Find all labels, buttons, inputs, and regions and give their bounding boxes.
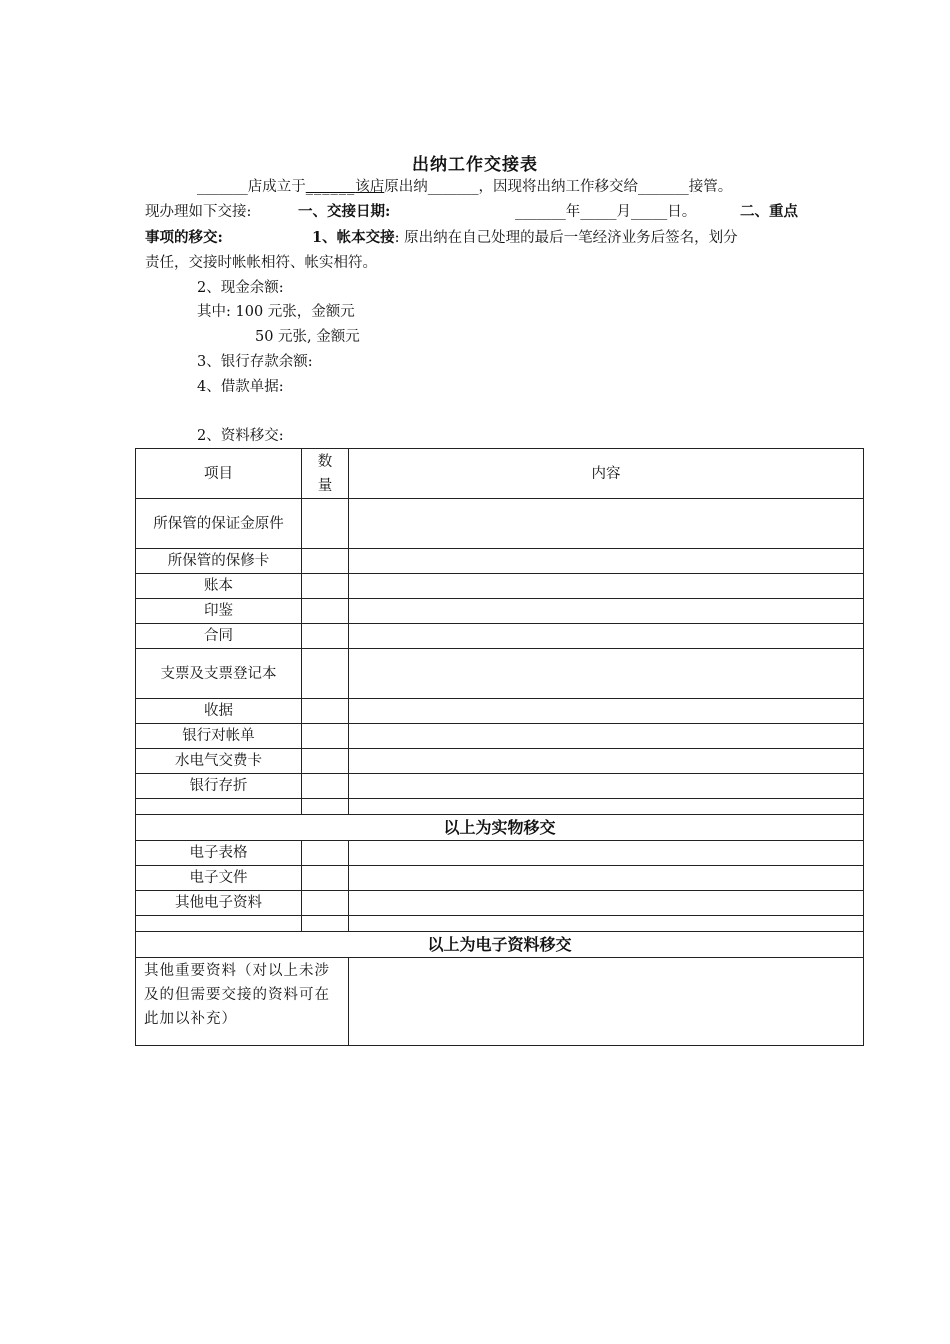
blank-year: _______	[515, 204, 566, 220]
store-established: 店成立于	[247, 179, 306, 195]
other-materials-row	[136, 958, 864, 1046]
physical-content-cell[interactable]	[349, 724, 864, 749]
physical-item-label: 支票及支票登记本	[136, 649, 302, 699]
electronic-section-label-row	[136, 932, 864, 958]
physical-quantity-cell[interactable]	[302, 624, 349, 649]
physical-content-cell[interactable]	[349, 499, 864, 549]
physical-item-label: 所保管的保修卡	[136, 549, 302, 574]
document-title: 出纳工作交接表	[412, 155, 538, 175]
physical-quantity-cell[interactable]	[302, 774, 349, 799]
physical-item-label: 银行对帐单	[136, 724, 302, 749]
other-materials-label: 其他重要资料（对以上未涉及的但需要交接的资料可在此加以补充）	[136, 958, 349, 1046]
materials-heading: 2、资料移交:	[197, 428, 284, 444]
header-content: 内容	[349, 449, 864, 499]
physical-item-label: 收据	[136, 699, 302, 724]
electronic-item-label	[136, 916, 302, 932]
physical-item-label: 银行存折	[136, 774, 302, 799]
physical-content-cell[interactable]	[349, 799, 864, 815]
electronic-row	[136, 916, 864, 932]
year-label: 年	[565, 204, 581, 220]
physical-content-cell[interactable]	[349, 774, 864, 799]
physical-item-label: 水电气交费卡	[136, 749, 302, 774]
header-item: 项目	[136, 449, 302, 499]
item-1-line	[312, 228, 738, 248]
blank-receiver: _______	[638, 179, 689, 195]
electronic-quantity-cell[interactable]	[302, 891, 349, 916]
physical-content-cell[interactable]	[349, 624, 864, 649]
electronic-quantity-cell[interactable]	[302, 916, 349, 932]
item-1-label: 1、帐本交接	[312, 229, 395, 246]
intro-line-1	[197, 177, 732, 197]
table-header-row	[136, 449, 864, 499]
section-2-label-a: 二、重点	[740, 203, 798, 220]
blank-name: _______	[427, 179, 479, 195]
other-materials-content[interactable]	[349, 958, 864, 1046]
electronic-quantity-cell[interactable]	[302, 866, 349, 891]
blank-store: _______	[197, 179, 248, 195]
electronic-content-cell[interactable]	[349, 916, 864, 932]
physical-content-cell[interactable]	[349, 749, 864, 774]
item-3: 3、银行存款余额:	[197, 354, 313, 370]
month-label: 月	[616, 204, 631, 220]
day-label: 日。	[667, 204, 697, 220]
electronic-section-label: 以上为电子资料移交	[136, 932, 864, 958]
physical-row	[136, 724, 864, 749]
physical-content-cell[interactable]	[349, 599, 864, 624]
electronic-row	[136, 841, 864, 866]
physical-row	[136, 799, 864, 815]
blank-day: _____	[631, 204, 668, 220]
electronic-item-label: 电子文件	[136, 866, 302, 891]
electronic-row	[136, 866, 864, 891]
physical-row	[136, 599, 864, 624]
item-2: 2、现金余额:	[197, 280, 284, 296]
physical-row	[136, 774, 864, 799]
physical-quantity-cell[interactable]	[302, 749, 349, 774]
physical-quantity-cell[interactable]	[302, 499, 349, 549]
physical-quantity-cell[interactable]	[302, 699, 349, 724]
electronic-content-cell[interactable]	[349, 866, 864, 891]
orig-cashier: 原出纳	[384, 179, 428, 195]
physical-quantity-cell[interactable]	[302, 799, 349, 815]
physical-quantity-cell[interactable]	[302, 574, 349, 599]
intro-line-2	[145, 202, 251, 222]
physical-content-cell[interactable]	[349, 649, 864, 699]
physical-section-label-row	[136, 815, 864, 841]
blank-date: ______	[305, 179, 356, 195]
physical-row	[136, 549, 864, 574]
physical-section-label: 以上为实物移交	[136, 815, 864, 841]
blank-month: _____	[580, 204, 617, 220]
electronic-content-cell[interactable]	[349, 841, 864, 866]
transfer-text: ，因现将出纳工作移交给	[478, 179, 638, 195]
item-4: 4、借款单据:	[197, 379, 284, 395]
physical-row	[136, 649, 864, 699]
item-1-text-2: 责任，交接时帐帐相符、帐实相符。	[145, 255, 377, 271]
electronic-row	[136, 891, 864, 916]
physical-quantity-cell[interactable]	[302, 649, 349, 699]
physical-content-cell[interactable]	[349, 549, 864, 574]
electronic-quantity-cell[interactable]	[302, 841, 349, 866]
electronic-item-label: 其他电子资料	[136, 891, 302, 916]
electronic-item-label: 电子表格	[136, 841, 302, 866]
section-1-label: 一、交接日期:	[298, 203, 391, 220]
physical-quantity-cell[interactable]	[302, 549, 349, 574]
electronic-content-cell[interactable]	[349, 891, 864, 916]
handover-table	[135, 448, 864, 1046]
physical-row	[136, 624, 864, 649]
item-2-b: 50 元张, 金额元	[255, 329, 360, 345]
physical-row	[136, 699, 864, 724]
physical-quantity-cell[interactable]	[302, 724, 349, 749]
physical-item-label: 印鉴	[136, 599, 302, 624]
date-fields	[515, 202, 696, 222]
handle-text: 现办理如下交接:	[145, 204, 252, 220]
physical-row	[136, 749, 864, 774]
item-2-a: 其中: 100 元张，金额元	[197, 304, 355, 320]
physical-item-label: 账本	[136, 574, 302, 599]
physical-item-label: 所保管的保证金原件	[136, 499, 302, 549]
header-quantity: 数 量	[302, 449, 349, 499]
physical-content-cell[interactable]	[349, 574, 864, 599]
physical-content-cell[interactable]	[349, 699, 864, 724]
physical-item-label: 合同	[136, 624, 302, 649]
take-over: 接管。	[688, 179, 733, 195]
item-1-text: : 原出纳在自己处理的最后一笔经济业务后签名，划分	[394, 230, 738, 246]
section-2-label-b: 事项的移交:	[145, 229, 223, 246]
physical-row	[136, 574, 864, 599]
physical-row	[136, 499, 864, 549]
this-store: 该店	[355, 179, 385, 195]
physical-item-label	[136, 799, 302, 815]
physical-quantity-cell[interactable]	[302, 599, 349, 624]
